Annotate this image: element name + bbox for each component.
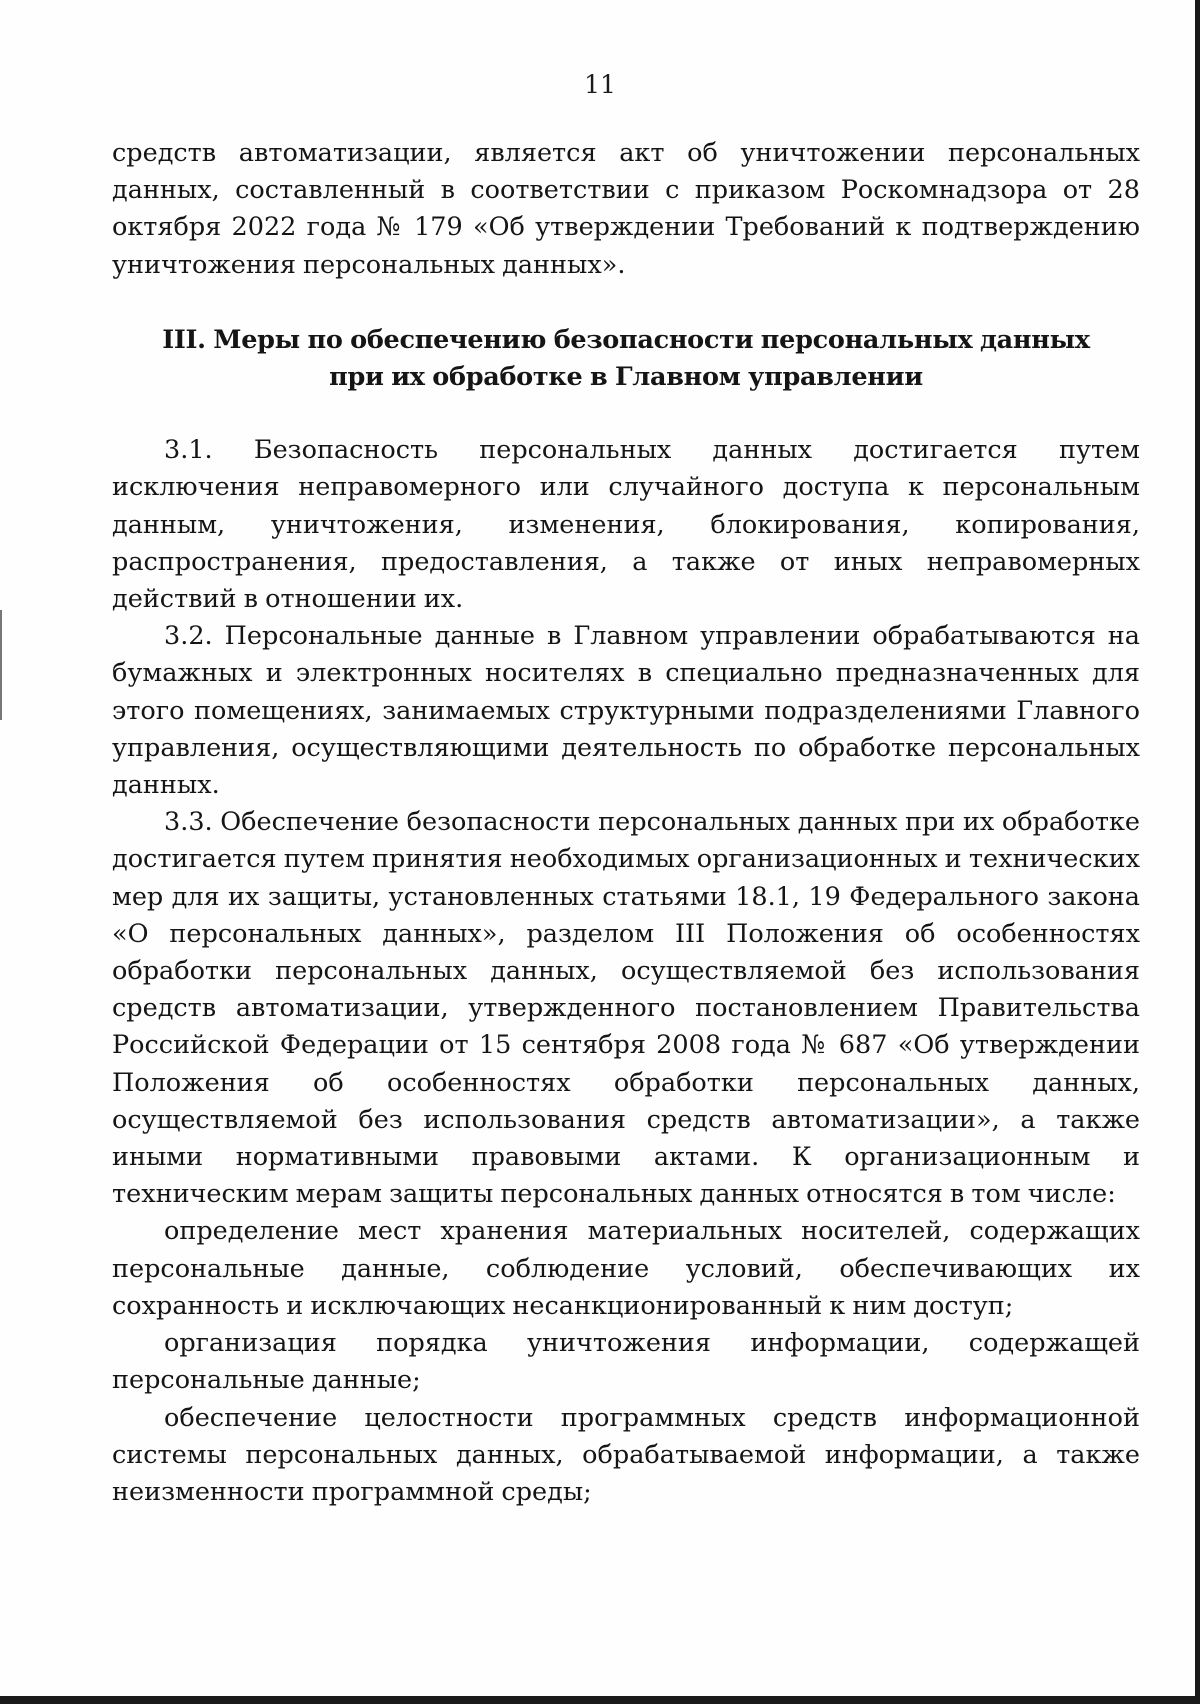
section-heading-line-2: при их обработке в Главном управлении bbox=[329, 362, 923, 393]
scan-edge-right bbox=[1195, 0, 1200, 1704]
paragraph-3-3: 3.3. Обеспечение безопасности персональных данных при их обработке достигается путем принятия необходимых организационных и технических мер для их защиты, установленных статьями 18.1, 19 Федерального закона «О персональных данных», разделом III Положения об особенностях обработки персональных данных, осуществляемой без использования средств автоматизации, утвержденного постановлением Правительства Российской Федерации от 15 сентября 2008 года № 687 «Об утверждении Положения об особенностях обработки персональных данных, осуществляемой без использования средств автоматизации», а также иными нормативными правовыми актами. К организационным и техническим мерам защиты персональных данных относятся в том числе: bbox=[112, 807, 1140, 1210]
section-heading-line-1: III. Меры по обеспечению безопасности персональных данных bbox=[162, 324, 1090, 355]
list-item-integrity: обеспечение целостности программных средств информационной системы персональных данных, обрабатываемой информации, а также неизменности программной среды; bbox=[112, 1402, 1140, 1507]
scan-edge-left-mark bbox=[0, 610, 2, 720]
scan-edge-bottom bbox=[0, 1696, 1200, 1704]
paragraph-3-2: 3.2. Персональные данные в Главном управлении обрабатываются на бумажных и электронных носителях в специально предназначенных для этого помещениях, занимаемых структурными подразделениями Главного управления, осуществляющими деятельность по обработке персональных данных. bbox=[112, 621, 1140, 801]
list-item-destruction: организация порядка уничтожения информации, содержащей персональные данные; bbox=[112, 1328, 1140, 1396]
document-body bbox=[112, 135, 1140, 1511]
section-heading bbox=[112, 322, 1140, 396]
list-item-storage: определение мест хранения материальных носителей, содержащих персональные данные, соблюдение условий, обеспечивающих их сохранность и исключающих несанкционированный к ним доступ; bbox=[112, 1216, 1140, 1321]
intro-paragraph: средств автоматизации, является акт об уничтожении персональных данных, составленный в соответствии с приказом Роскомнадзора от 28 октября 2022 года № 179 «Об утверждении Требований к подтверждению уничтожения персональных данных». bbox=[112, 138, 1140, 280]
page-number: 11 bbox=[584, 70, 616, 99]
paragraph-3-1: 3.1. Безопасность персональных данных достигается путем исключения неправомерного или случайного доступа к персональным данным, уничтожения, изменения, блокирования, копирования, распространения, предоставления, а также от иных неправомерных действий в отношении их. bbox=[112, 435, 1140, 615]
